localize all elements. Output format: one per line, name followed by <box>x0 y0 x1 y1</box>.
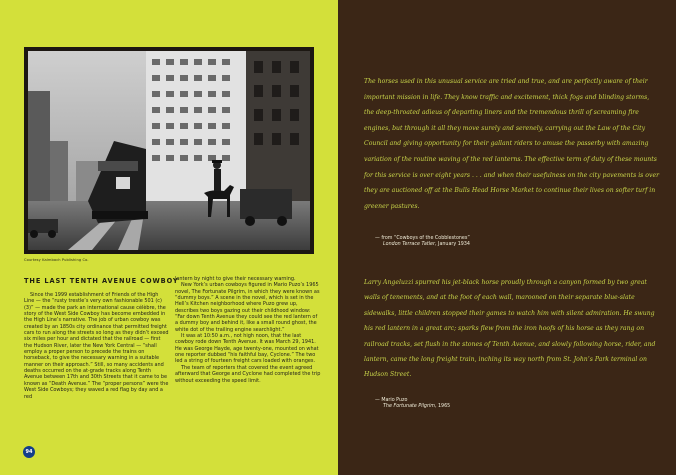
quote-attribution-1 <box>375 236 470 249</box>
archival-photo-tenth-avenue-cowboy <box>28 51 310 250</box>
body-paragraph: The team of reporters that covered the event agreed afterward that George and Cyclone had completed the trip without exceeding the speed limit. <box>175 364 321 384</box>
quote-attribution-2 <box>375 398 450 411</box>
body-paragraph: lantern by night to give their necessary warning. <box>175 276 296 282</box>
attribution-date: , 1965 <box>434 404 451 410</box>
attribution-date: , January 1934 <box>434 242 470 248</box>
attribution-author: — Mario Puzo <box>375 398 408 403</box>
page-number: 94 <box>23 446 35 458</box>
photo-frame <box>24 47 314 254</box>
pull-quote-fortunate-pilgrim: Larry Angeluzzi spurred his jet-black horse proudly through a canyon formed by two great walls of tenements, and at the foot of each wall, marooned on their separate blue-slate sidewalks, little children stopped their games to watch him with silent admiration. He swung his red lantern in a great arc; sparks flew from the iron hoofs of his horse as they rang on railroad tracks, set flush in the stones of Tenth Avenue, and slowly following horse, rider, and lantern, came the long freight train, inching its way north from St. John’s Park terminal on Hudson Street. <box>364 279 656 379</box>
body-paragraph: It was at 10:50 a.m., not high noon, that the last cowboy rode down Tenth Avenue. It was March 29, 1941. He was George Hayde, age twenty-one, mounted on what one reporter dubbed “his faithful bay, Cyclone.” The two led a string of fourteen freight cars loaded with oranges. <box>175 333 319 365</box>
attribution-source-line <box>375 242 470 248</box>
attribution-book: The Fortunate Pilgrim <box>383 404 435 410</box>
photo-credit: Courtesy Kalmbach Publishing Co. <box>24 258 89 262</box>
attribution-title: — from “Cowboys of the Cobblestones” <box>375 236 470 241</box>
pull-quote-cobblestones: The horses used in this unusual service are tried and true, and are perfectly aware of their important mission in life. They know traffic and excitement, thick fogs and blinding storms, the deep-throated adieus of departing liners and the tremendous thrill of screaming fire engines, but through it all they move surely and serenely, carrying out the Law of the City Council and giving opportunity for their gallant riders to amuse the passerby with amazing variation of the routine waving of the red lanterns. The effective term of duty of these mounts for this service is over eight years . . . and when their usefulness on the city pavements is over they are auctioned off at the Bulls Head Horse Market to continue their lives on softer turf in greener pastures. <box>364 78 660 210</box>
body-column-1 <box>24 292 170 400</box>
attribution-publication: London Terrace Tatler <box>383 242 435 248</box>
body-column-2 <box>175 276 321 384</box>
body-paragraph: Since the 1999 establishment of Friends of the High Line — the “rusty trestle’s very own fashionable 501 (c)(3)” — made the park an international cause célèbre, the story of the West Side Cowboy has become embedded in the High Line’s narrative. The job of urban cowboy was created by an 1850s city ordinance that permitted freight cars to run along the streets so long as they didn’t exceed six miles per hour and dictated that the railroad — first the Hudson River, later the New York Central — “shall employ a proper person to precede the trains on horseback, to give the necessary warning in a suitable manner on their approach.” Still, so many accidents and deaths occurred on the at-grade tracks along Tenth Avenue between 17th and 30th Streets that it came to be known as “Death Avenue.” The “proper persons” were the West Side Cowboys; they waved a red flag by day and a red <box>24 292 169 400</box>
attribution-source-line <box>375 404 450 410</box>
body-paragraph: New York’s urban cowboys figured in Mario Puzo’s 1965 novel, The Fortunate Pilgrim, in which they were known as “dummy boys.” A scene in the novel, which is set in the Hell’s Kitchen neighborhood where Puzo grew up, describes two boys gazing out their childhood window: “Far down Tenth Avenue they could see the red lantern of a dummy boy and behind it, like a small round ghost, the white dot of the trailing engine searchlight.” <box>175 282 320 333</box>
section-title: THE LAST TENTH AVENUE COWBOY <box>24 277 179 285</box>
